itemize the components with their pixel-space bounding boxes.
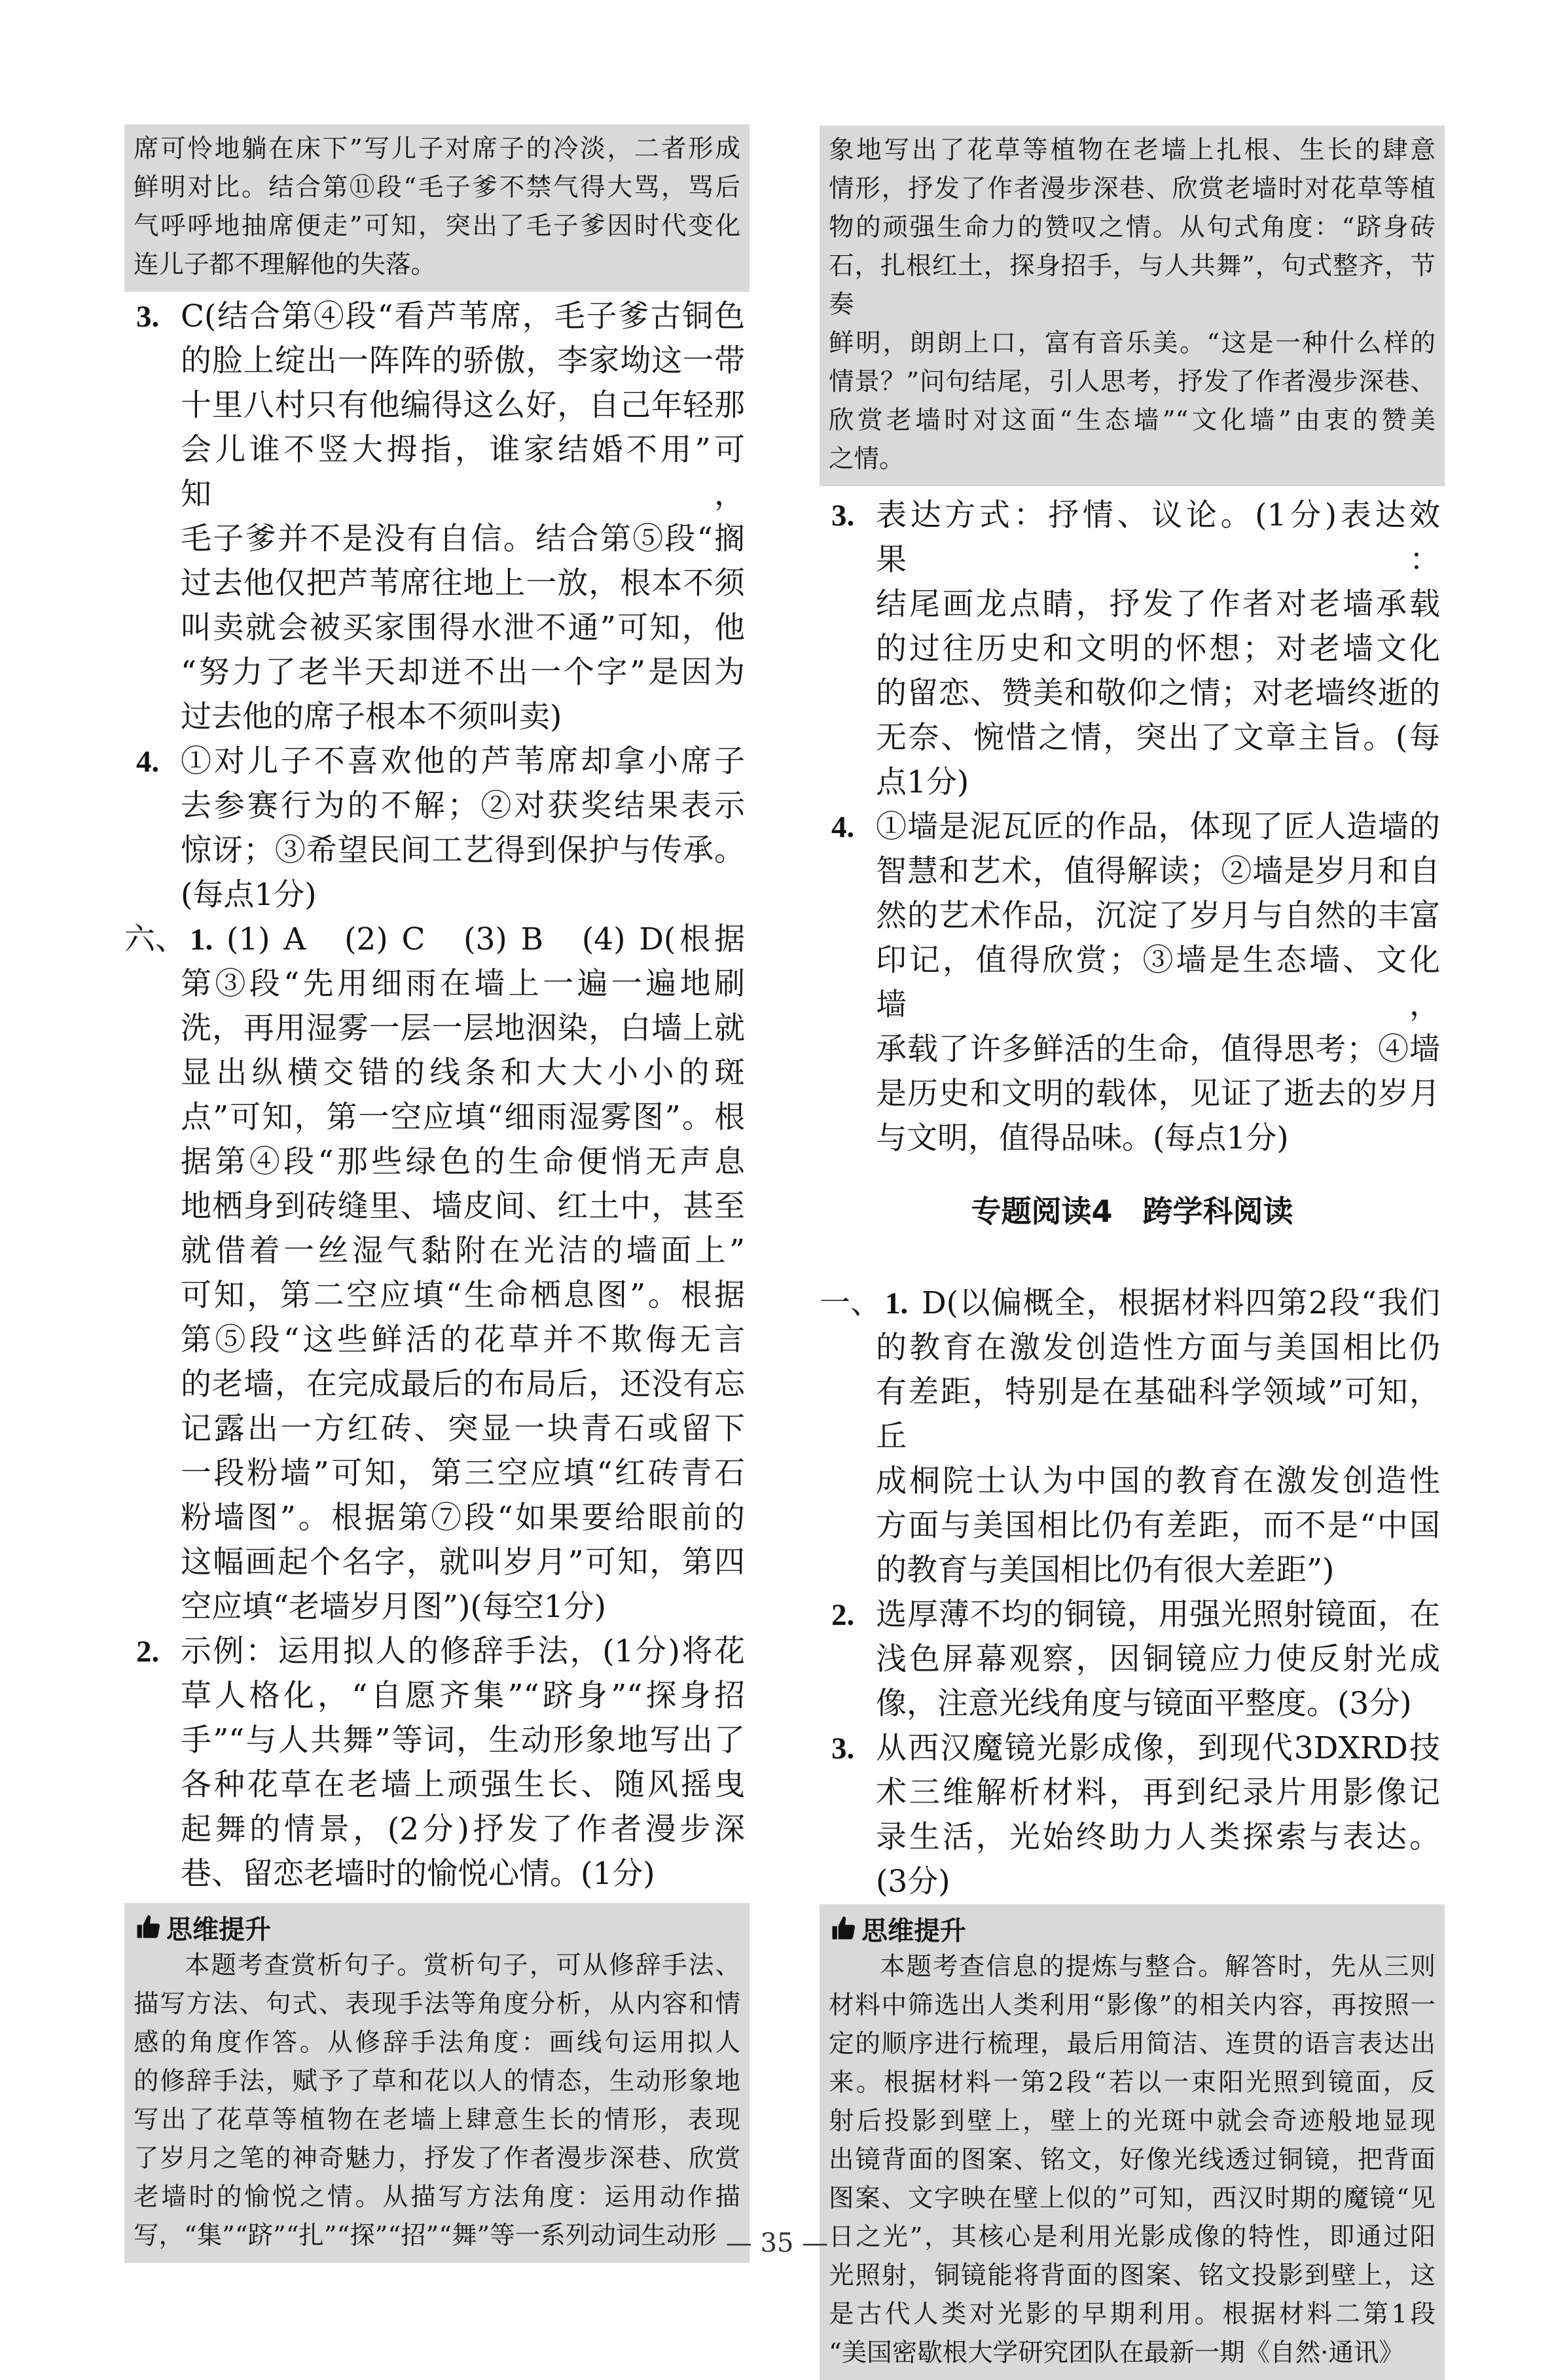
answer-text-line: 点”可知，第一空应填“细雨湿雾图”。根 — [181, 1099, 745, 1135]
answer-text-line: 的教育与美国相比仍有很大差距”) — [876, 1552, 1335, 1588]
question-number: 2. — [831, 1598, 855, 1632]
box-text-line: 出镜背面的图案、铭文，好像光线透过铜镜，把背面 — [829, 2145, 1436, 2175]
thinking-box — [820, 1904, 1445, 2380]
question-number: 3. — [831, 499, 855, 533]
answer-text-line: (每点1分) — [181, 877, 317, 913]
answer-text-line: 起舞的情景，(2分)抒发了作者漫步深 — [181, 1811, 745, 1847]
thinking-box — [820, 126, 1445, 486]
box-text-line: 连儿子都不理解他的失落。 — [134, 250, 437, 279]
answer-text-line: 与文明，值得品味。(每点1分) — [876, 1120, 1289, 1156]
box-heading-text: 思维提升 — [166, 1914, 271, 1945]
thinking-box — [124, 1903, 750, 2263]
answer-text-line: 巷、留恋老墙时的愉悦心情。(1分) — [181, 1856, 655, 1892]
answer-text-line: 地栖身到砖缝里、墙皮间、红土中，甚至 — [181, 1188, 745, 1224]
answer-text-line: 承载了许多鲜活的生命，值得思考；④墙 — [876, 1031, 1440, 1067]
answer-text-line: 有差距，特别是在基础科学领域”可知，丘 — [876, 1374, 1440, 1455]
question-number: 1. — [885, 1287, 909, 1321]
box-text-line: 情景？”问句结尾，引人思考，抒发了作者漫步深巷、 — [829, 367, 1436, 397]
answer-text-line: 表达方式：抒情、议论。(1分)表达效果： — [876, 497, 1440, 578]
box-text-line: 感的角度作答。从修辞手法角度：画线句运用拟人 — [134, 2028, 740, 2057]
box-text-line: 来。根据材料一第2段“若以一束阳光照到镜面，反 — [829, 2068, 1436, 2097]
box-text-line: 鲜明对比。结合第⑪段“毛子爹不禁气得大骂，骂后 — [134, 173, 740, 202]
answer-text-line: 印记，值得欣赏；③墙是生态墙、文化墙， — [876, 942, 1440, 1023]
answer-text-line: 显出纵横交错的线条和大大小小的斑 — [181, 1055, 745, 1091]
question-number: 4. — [136, 745, 160, 779]
question-number: 1. — [190, 923, 213, 957]
answer-text-line: 浅色屏幕观察，因铜镜应力使反射光成 — [876, 1641, 1440, 1677]
answer-text-line: 方面与美国相比仍有差距，而不是“中国 — [876, 1508, 1440, 1544]
box-text-line: 之情。 — [829, 444, 905, 474]
box-text-line: 物的顽强生命力的赞叹之情。从句式角度：“跻身砖 — [829, 213, 1436, 242]
answer-text-line: 然的艺术作品，沉淀了岁月与自然的丰富 — [876, 898, 1440, 934]
answer-item — [820, 805, 1445, 1161]
answer-text-line: 的脸上绽出一阵阵的骄傲，李家坳这一带 — [181, 343, 745, 379]
answer-text-line: 像，注意光线角度与镜面平整度。(3分) — [876, 1686, 1412, 1722]
answer-text-line: ①对儿子不喜欢他的芦苇席却拿小席子 — [181, 743, 745, 779]
answer-text-line: 据第④段“那些绿色的生命便悄无声息 — [181, 1144, 745, 1180]
left-column — [124, 0, 750, 2303]
answer-text-line: 洗，再用湿雾一层一层地洇染，白墙上就 — [181, 1010, 745, 1046]
box-text-line: “美国密歇根大学研究团队在最新一期《自然·通讯》 — [829, 2338, 1404, 2368]
answer-text-line: 粉墙图”。根据第⑦段“如果要给眼前的 — [181, 1500, 745, 1536]
answer-text-line: 第⑤段“这些鲜活的花草并不欺侮无言 — [181, 1322, 745, 1358]
thumbs-up-icon — [829, 1914, 861, 1943]
answer-text-line: 记露出一方红砖、突显一块青石或留下 — [181, 1411, 745, 1447]
box-text-line: 气呼呼地抽席便走”可知，突出了毛子爹因时代变化 — [134, 211, 740, 241]
question-number: 2. — [136, 1635, 160, 1669]
answer-text-line: 空应填“老墙岁月图”)(每空1分) — [181, 1589, 606, 1625]
answer-text-line: 毛子爹并不是没有自信。结合第⑤段“搁 — [181, 521, 745, 557]
box-text-line: 了岁月之笔的神奇魅力，抒发了作者漫步深巷、欣赏 — [134, 2144, 740, 2173]
answer-text-line: 的教育在激发创造性方面与美国相比仍 — [876, 1330, 1440, 1366]
box-text-line: 图案、文字映在壁上似的”可知，西汉时期的魔镜“见 — [829, 2184, 1436, 2213]
box-heading — [134, 1908, 740, 1946]
answer-item — [124, 1629, 750, 1896]
answer-text-line: 智慧和艺术，值得解读；②墙是岁月和自 — [876, 853, 1440, 889]
answer-text-line: 去参赛行为的不解；②对获奖结果表示 — [181, 788, 745, 824]
answer-text-line: 的老墙，在完成最后的布局后，还没有忘 — [181, 1366, 745, 1402]
box-text-line: 老墙时的愉悦之情。从描写方法角度：运用动作描 — [134, 2182, 740, 2212]
answer-text-line: 这幅画起个名字，就叫岁月”可知，第四 — [181, 1544, 745, 1580]
answer-text-line: 就借着一丝湿气黏附在光洁的墙面上” — [181, 1233, 745, 1269]
box-text-line: 本题考查赏析句子。赏析句子，可从修辞手法、 — [185, 1951, 740, 1980]
answer-item — [820, 1593, 1445, 1726]
answer-text-line: 草人格化，“自愿齐集”“跻身”“探身招 — [181, 1678, 745, 1714]
answer-text-line: 叫卖就会被买家围得水泄不通”可知，他 — [181, 610, 745, 646]
answer-text-line: 无奈、惋惜之情，突出了文章主旨。(每 — [876, 720, 1440, 756]
answer-text-line: ①墙是泥瓦匠的作品，体现了匠人造墙的 — [876, 809, 1440, 845]
answer-text-line: 点1分) — [876, 764, 969, 800]
question-number: 3. — [831, 1732, 855, 1766]
answer-text-line: 一段粉墙”可知，第三空应填“红砖青石 — [181, 1455, 745, 1491]
answer-item — [124, 294, 750, 739]
box-text-line: 欣赏老墙时对这面“生态墙”“文化墙”由衷的赞美 — [829, 406, 1436, 435]
answer-text-line: (3分) — [876, 1864, 950, 1900]
answer-text-line: 录生活，光始终助力人类探索与表达。 — [876, 1819, 1440, 1855]
answer-text-line: 过去他仅把芦苇席往地上一放，根本不须 — [181, 565, 745, 601]
thumbs-up-icon — [134, 1913, 166, 1942]
box-text-line: 光照射，铜镜能将背面的图案、铭文投影到壁上，这 — [829, 2261, 1436, 2290]
box-text-line: 席可怜地躺在床下”写儿子对席子的冷淡，二者形成 — [134, 134, 740, 164]
answer-text-line: C(结合第④段“看芦苇席，毛子爹古铜色 — [181, 298, 745, 334]
box-text-line: 的修辞手法，赋予了草和花以人的情态，生动形象地 — [134, 2067, 740, 2096]
box-text-line: 象地写出了花草等植物在老墙上扎根、生长的肆意 — [829, 135, 1436, 165]
answer-text-line: “努力了老半天却迸不出一个字”是因为 — [181, 654, 745, 690]
answer-text-line: 示例：运用拟人的修辞手法，(1分)将花 — [181, 1633, 745, 1669]
answer-text-line: 从西汉魔镜光影成像，到现代3DXRD技 — [876, 1730, 1440, 1766]
box-text-line: 是古代人类对光影的早期利用。根据材料二第1段 — [829, 2300, 1436, 2329]
answer-text-line: 术三维解析材料，再到纪录片用影像记 — [876, 1775, 1440, 1811]
question-number: 4. — [831, 810, 855, 844]
answer-item — [820, 1726, 1445, 1904]
section-number: 六、 — [124, 921, 186, 957]
section-heading: 专题阅读4 跨学科阅读 — [971, 1194, 1293, 1229]
box-text-line: 本题考查信息的提炼与整合。解答时，先从三则 — [880, 1952, 1436, 1981]
answer-text-line: 第③段“先用细雨在墙上一遍一遍地刷 — [181, 966, 745, 1002]
box-text-line: 鲜明，朗朗上口，富有音乐美。“这是一种什么样的 — [829, 329, 1436, 358]
answer-text-line: 可知，第二空应填“生命栖息图”。根据 — [181, 1277, 745, 1313]
answer-text-line: 选厚薄不均的铜镜，用强光照射镜面，在 — [876, 1597, 1440, 1633]
page-number: — 35 — — [725, 2228, 829, 2258]
answer-text-line: 各种花草在老墙上顽强生长、随风摇曳 — [181, 1767, 745, 1803]
answer-item — [820, 1281, 1445, 1593]
answer-text-line: (1) A (2) C (3) B (4) D(根据 — [226, 921, 745, 957]
answer-text-line: 惊讶；③希望民间工艺得到保护与传承。 — [181, 832, 745, 868]
box-text-line: 材料中筛选出人类利用“影像”的相关内容，再按照一 — [829, 1991, 1436, 2020]
box-text-line: 情形，抒发了作者漫步深巷、欣赏老墙时对花草等植 — [829, 174, 1436, 204]
box-text-line: 射后投影到壁上，壁上的光斑中就会奇迹般地显现 — [829, 2106, 1436, 2136]
thinking-box — [124, 124, 750, 292]
box-heading-text: 思维提升 — [861, 1915, 966, 1946]
answer-text-line: 成桐院士认为中国的教育在激发创造性 — [876, 1463, 1440, 1499]
answer-item — [820, 493, 1445, 805]
answer-text-line: 会儿谁不竖大拇指，谁家结婚不用”可知， — [181, 432, 745, 512]
answer-text-line: 结尾画龙点睛，抒发了作者对老墙承载 — [876, 586, 1440, 622]
answer-text-line: D(以偏概全，根据材料四第2段“我们 — [922, 1285, 1440, 1321]
answer-text-line: 手”“与人共舞”等词，生动形象地写出了 — [181, 1722, 745, 1758]
answer-text-line: 是历史和文明的载体，见证了逝去的岁月 — [876, 1076, 1440, 1112]
question-number: 3. — [136, 300, 160, 334]
box-text-line: 描写方法、句式、表现手法等角度分析，从内容和情 — [134, 1989, 740, 2019]
box-text-line: 写出了花草等植物在老墙上肆意生长的情形，表现 — [134, 2105, 740, 2135]
box-text-line: 写，“集”“跻”“扎”“探”“招”“舞”等一系列动词生动形 — [134, 2221, 717, 2250]
box-text-line: 日之光”，其核心是利用光影成像的特性，即通过阳 — [829, 2222, 1436, 2252]
answer-text-line: 的过往历史和文明的怀想；对老墙文化 — [876, 631, 1440, 667]
box-heading — [829, 1909, 1436, 1947]
answer-text-line: 过去他的席子根本不须叫卖) — [181, 699, 562, 735]
section-number: 一、 — [820, 1285, 881, 1321]
answer-text-line: 的留恋、赞美和敬仰之情；对老墙终逝的 — [876, 675, 1440, 711]
answer-item — [124, 739, 750, 917]
right-column — [820, 0, 1445, 2368]
box-text-line: 石，扎根红土，探身招手，与人共舞”，句式整齐，节奏 — [829, 251, 1436, 319]
answer-item — [124, 917, 750, 1629]
box-text-line: 定的顺序进行梳理，最后用简洁、连贯的语言表达出 — [829, 2029, 1436, 2059]
answer-text-line: 十里八村只有他编得这么好，自己年轻那 — [181, 387, 745, 423]
